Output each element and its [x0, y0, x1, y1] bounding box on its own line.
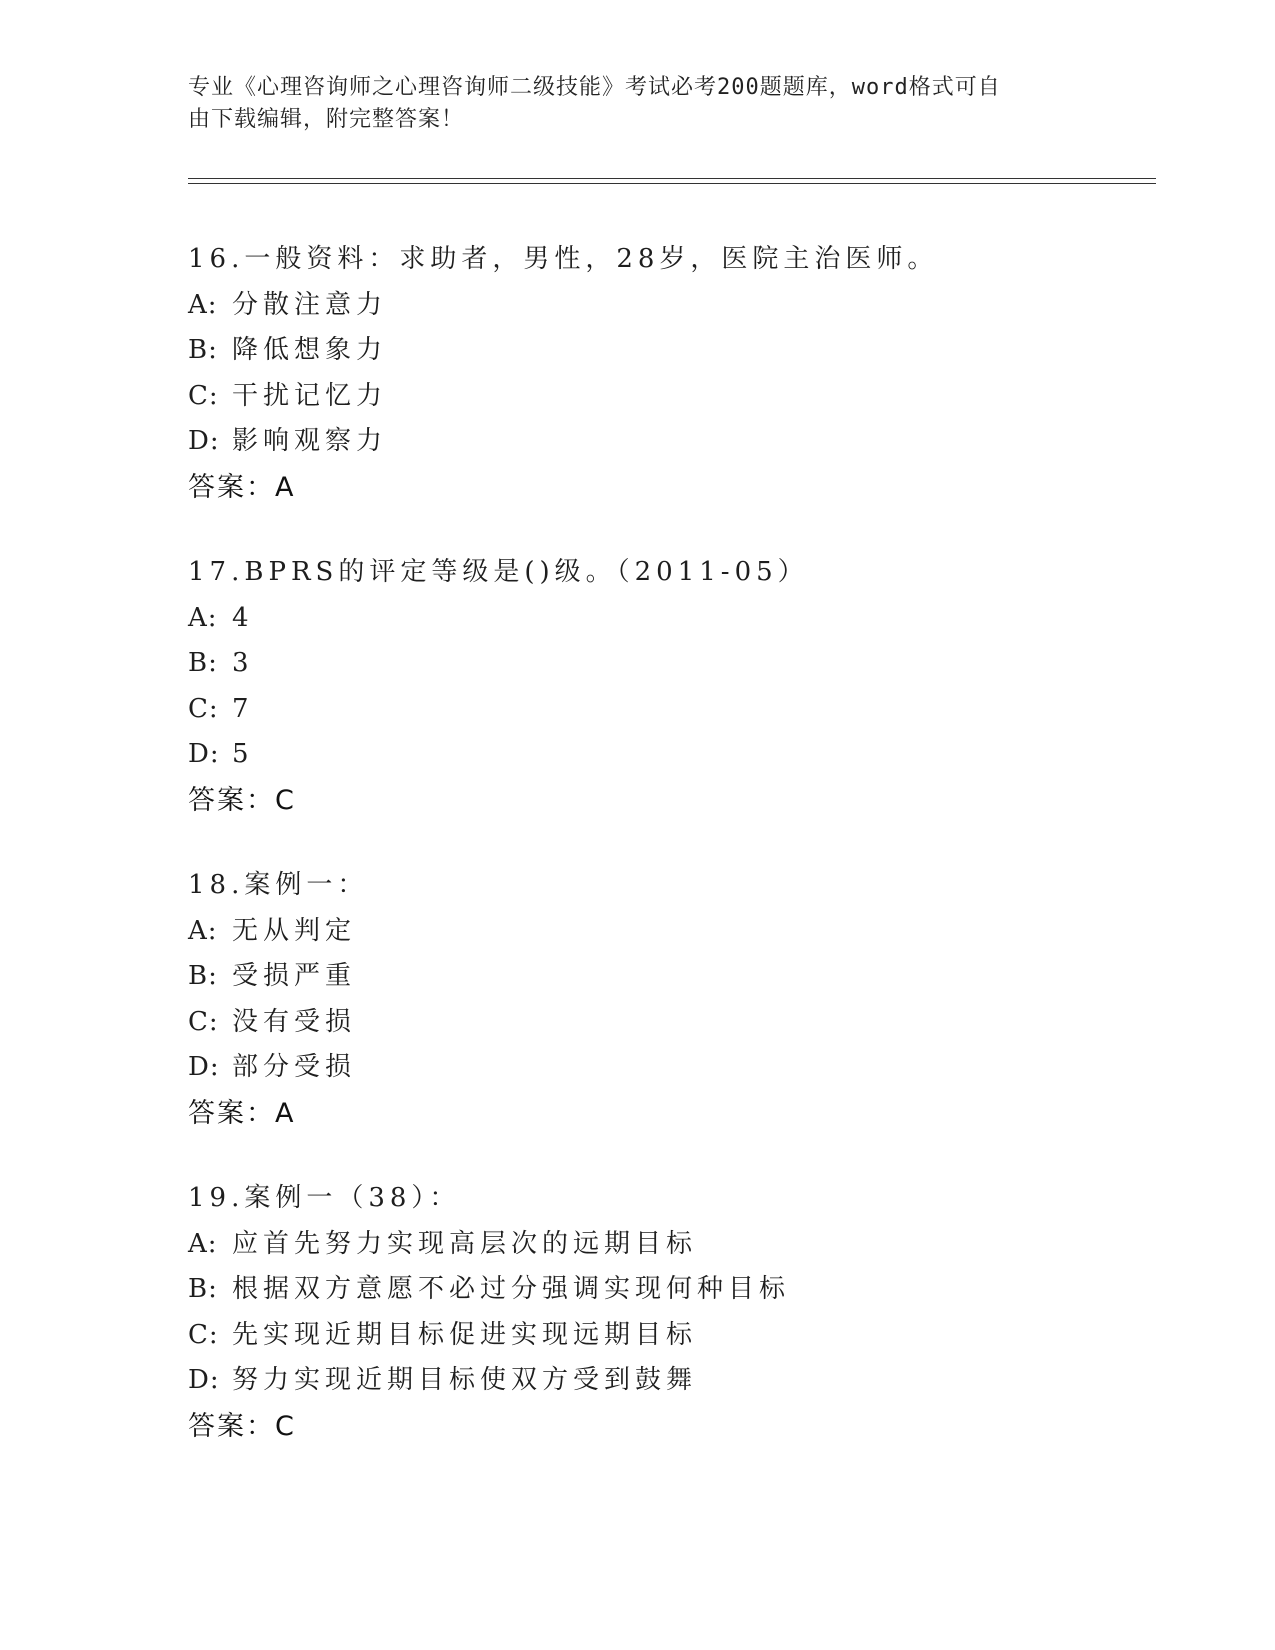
answer-line: 答案：A: [188, 1097, 296, 1129]
option-letter: D:: [188, 426, 220, 456]
header-divider-bottom: [188, 183, 1156, 184]
option-letter: B:: [188, 335, 218, 365]
option-text: 5: [232, 739, 254, 769]
option-c: [188, 687, 1148, 733]
option-letter: C:: [188, 693, 219, 724]
question-16: [188, 237, 1148, 510]
option-text: 根据双方意愿不必过分强调实现何种目标: [232, 1274, 791, 1304]
option-d: [188, 419, 1148, 465]
option-a: [188, 1222, 1148, 1268]
option-text: 影响观察力: [232, 426, 388, 456]
option-a: [188, 596, 1148, 642]
option-letter: A:: [188, 915, 218, 946]
option-text: 7: [232, 693, 254, 724]
option-a: [188, 283, 1148, 329]
question-stem: 18.案例一：: [188, 870, 369, 900]
option-text: 没有受损: [232, 1006, 357, 1037]
option-letter: D:: [188, 739, 220, 769]
option-letter: D:: [188, 1052, 220, 1082]
header-line-1: 专业《心理咨询师之心理咨询师二级技能》考试必考200题题库，word格式可自: [188, 75, 1001, 100]
option-text: 应首先努力实现高层次的远期目标: [232, 1228, 698, 1259]
header-divider-top: [188, 178, 1156, 179]
document-header: [188, 72, 1068, 136]
option-letter: C:: [188, 1006, 219, 1037]
option-c: [188, 1000, 1148, 1046]
option-text: 无从判定: [232, 915, 357, 946]
option-c: [188, 1313, 1148, 1359]
option-text: 3: [232, 648, 254, 678]
option-d: [188, 1045, 1148, 1091]
option-letter: A:: [188, 289, 218, 320]
option-letter: B:: [188, 961, 218, 991]
option-b: [188, 1267, 1148, 1313]
header-line-2: 由下载编辑，附完整答案！: [188, 107, 465, 132]
option-text: 努力实现近期目标使双方受到鼓舞: [232, 1365, 698, 1395]
option-b: [188, 954, 1148, 1000]
option-letter: D:: [188, 1365, 220, 1395]
question-stem: 16.一般资料：求助者，男性，28岁，医院主治医师。: [188, 244, 939, 274]
question-list: [188, 237, 1148, 1489]
answer-line: 答案：C: [188, 1410, 296, 1442]
option-b: [188, 641, 1148, 687]
option-text: 先实现近期目标促进实现远期目标: [232, 1319, 698, 1350]
option-text: 分散注意力: [232, 289, 388, 320]
option-text: 4: [232, 602, 254, 633]
question-stem: 17.BPRS的评定等级是()级。（2011-05）: [188, 557, 809, 587]
question-19: [188, 1176, 1148, 1449]
option-letter: A:: [188, 1228, 218, 1259]
option-d: [188, 1358, 1148, 1404]
option-d: [188, 732, 1148, 778]
option-letter: A:: [188, 602, 218, 633]
answer-line: 答案：C: [188, 784, 296, 816]
option-letter: C:: [188, 1319, 219, 1350]
option-text: 干扰记忆力: [232, 380, 388, 411]
option-text: 受损严重: [232, 961, 357, 991]
question-17: [188, 550, 1148, 823]
option-a: [188, 909, 1148, 955]
question-stem: 19.案例一（38）：: [188, 1183, 461, 1213]
option-letter: C:: [188, 380, 219, 411]
answer-line: 答案：A: [188, 471, 296, 503]
option-letter: B:: [188, 1274, 218, 1304]
question-18: [188, 863, 1148, 1136]
option-letter: B:: [188, 648, 218, 678]
option-c: [188, 374, 1148, 420]
option-b: [188, 328, 1148, 374]
option-text: 降低想象力: [232, 335, 388, 365]
option-text: 部分受损: [232, 1052, 357, 1082]
